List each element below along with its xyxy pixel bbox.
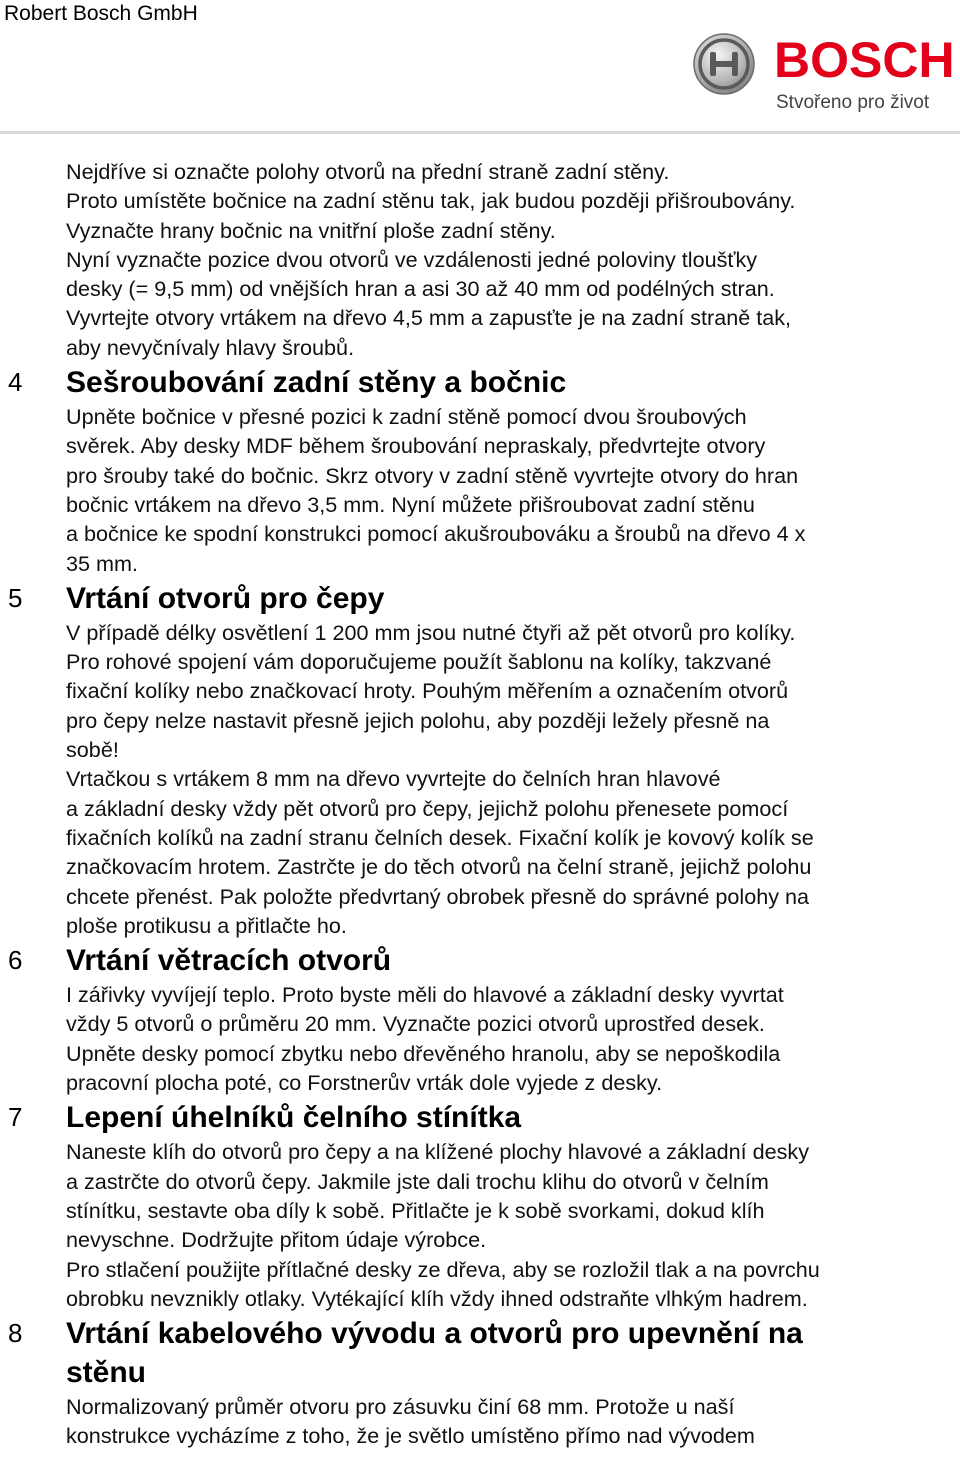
section-heading: [0, 1098, 960, 1137]
intro-paragraph: [66, 157, 946, 362]
text-line: Naneste klíh do otvorů pro čepy a na klížené plochy hlavové a základní desky: [66, 1139, 810, 1165]
text-line: sobě!: [66, 737, 119, 763]
bosch-armature-icon: [692, 32, 756, 96]
text-line: Pro stlačení použijte přítlačné desky ze dřeva, aby se rozložil tlak a na povrchu: [66, 1256, 820, 1282]
section-number: 8: [8, 1318, 23, 1349]
text-line: a základní desky vždy pět otvorů pro čepy, jejichž polohu přenesete pomocí: [66, 795, 789, 821]
section-heading: [0, 579, 960, 618]
text-line: 35 mm.: [66, 550, 138, 576]
header-divider: [0, 131, 960, 134]
section-title: Vrtání větracích otvorů: [66, 944, 392, 978]
section-title: Vrtání otvorů pro čepy: [66, 581, 385, 615]
brand-slogan: Stvořeno pro život: [776, 92, 930, 113]
text-line: svěrek. Aby desky MDF během šroubování nepraskaly, předvrtejte otvory: [66, 433, 766, 459]
text-line: fixačních kolíků na zadní stranu čelních desek. Fixační kolík je kovový kolík se: [66, 824, 814, 850]
text-line: Pro rohové spojení vám doporučujeme použít šablonu na kolíky, takzvané: [66, 649, 772, 675]
section-paragraph: [66, 980, 946, 1097]
text-line: a bočnice ke spodní konstrukci pomocí akušroubováku a šroubů na dřevo 4 x: [66, 521, 806, 547]
section-paragraph: [66, 1137, 946, 1313]
bosch-logo: [690, 30, 956, 114]
text-line: Nejdříve si označte polohy otvorů na přední straně zadní stěny.: [66, 159, 670, 184]
text-line: pracovní plocha poté, co Forstnerův vrták dole vyjede z desky.: [66, 1070, 663, 1096]
text-line: desky (= 9,5 mm) od vnějších hran a asi 30 až 40 mm od podélných stran.: [66, 276, 775, 302]
company-name: Robert Bosch GmbH: [4, 2, 198, 25]
section-number: 5: [8, 582, 23, 613]
page-header: [0, 0, 960, 134]
text-line: bočnic vrtákem na dřevo 3,5 mm. Nyní můžete přišroubovat zadní stěnu: [66, 491, 755, 517]
text-line: pro šrouby také do bočnic. Skrz otvory v zadní stěně vyvrtejte otvory do hran: [66, 462, 799, 488]
section-title-line: Vrtání kabelového vývodu a otvorů pro upevnění na: [66, 1317, 803, 1351]
text-line: fixační kolíky nebo značkovací hroty. Pouhým měřením a označením otvorů: [66, 678, 789, 704]
section-title: Lepení úhelníků čelního stínítka: [66, 1101, 522, 1135]
text-line: aby nevyčnívaly hlavy šroubů.: [66, 334, 355, 360]
section-heading: [0, 941, 960, 980]
section-heading: [0, 1314, 960, 1392]
section-title-line: stěnu: [66, 1356, 147, 1390]
section-heading: [0, 363, 960, 402]
section-number: 4: [8, 367, 23, 398]
text-line: konstrukce vycházíme z toho, že je světlo umístěno přímo nad vývodem: [66, 1423, 755, 1449]
text-line: V případě délky osvětlení 1 200 mm jsou nutné čtyři až pět otvorů pro kolíky.: [66, 619, 796, 645]
section-number: 7: [8, 1102, 23, 1133]
text-line: chcete přenést. Pak položte předvrtaný obrobek přesně do správné polohy na: [66, 883, 810, 909]
text-line: pro čepy nelze nastavit přesně jejich polohu, aby později ležely přesně na: [66, 707, 770, 733]
section-paragraph: [66, 1392, 946, 1451]
section-title: Sešroubování zadní stěny a bočnic: [66, 366, 567, 400]
text-line: I zářivky vyvíjejí teplo. Proto byste měli do hlavové a základní desky vyvrtat: [66, 982, 784, 1008]
text-line: Proto umístěte bočnice na zadní stěnu tak, jak budou později přišroubovány.: [66, 188, 796, 214]
section-number: 6: [8, 945, 23, 976]
text-line: Upněte desky pomocí zbytku nebo dřevěného hranolu, aby se nepoškodila: [66, 1040, 781, 1066]
text-line: vždy 5 otvorů o průměru 20 mm. Vyznačte pozici otvorů uprostřed desek.: [66, 1011, 765, 1037]
text-line: ploše protikusu a přitlačte ho.: [66, 912, 347, 938]
section-paragraph: [66, 402, 946, 578]
text-line: Vyvrtejte otvory vrtákem na dřevo 4,5 mm a zapusťte je na zadní straně tak,: [66, 305, 792, 331]
document-body: [0, 157, 960, 1451]
text-line: a zastrčte do otvorů čepy. Jakmile jste dali trochu klihu do otvorů v čelním: [66, 1168, 769, 1194]
text-line: stínítku, sestavte oba díly k sobě. Přitlačte je k sobě svorkami, dokud klíh: [66, 1197, 765, 1223]
text-line: Upněte bočnice v přesné pozici k zadní stěně pomocí dvou šroubových: [66, 404, 747, 430]
text-line: Normalizovaný průměr otvoru pro zásuvku činí 68 mm. Protože u naší: [66, 1394, 735, 1420]
text-line: Nyní vyznačte pozice dvou otvorů ve vzdálenosti jedné poloviny tloušťky: [66, 246, 758, 272]
text-line: obrobku nevznikly otlaky. Vytékající klíh vždy ihned odstraňte vlhkým hadrem.: [66, 1285, 808, 1311]
brand-wordmark: BOSCH: [774, 32, 955, 88]
text-line: značkovacím hrotem. Zastrčte je do těch otvorů na čelní straně, jejichž polohu: [66, 854, 812, 880]
text-line: nevyschne. Dodržujte přitom údaje výrobce.: [66, 1227, 487, 1253]
section-paragraph: [66, 618, 946, 940]
text-line: Vyznačte hrany bočnic na vnitřní ploše zadní stěny.: [66, 217, 556, 243]
text-line: Vrtačkou s vrtákem 8 mm na dřevo vyvrtejte do čelních hran hlavové: [66, 766, 721, 792]
